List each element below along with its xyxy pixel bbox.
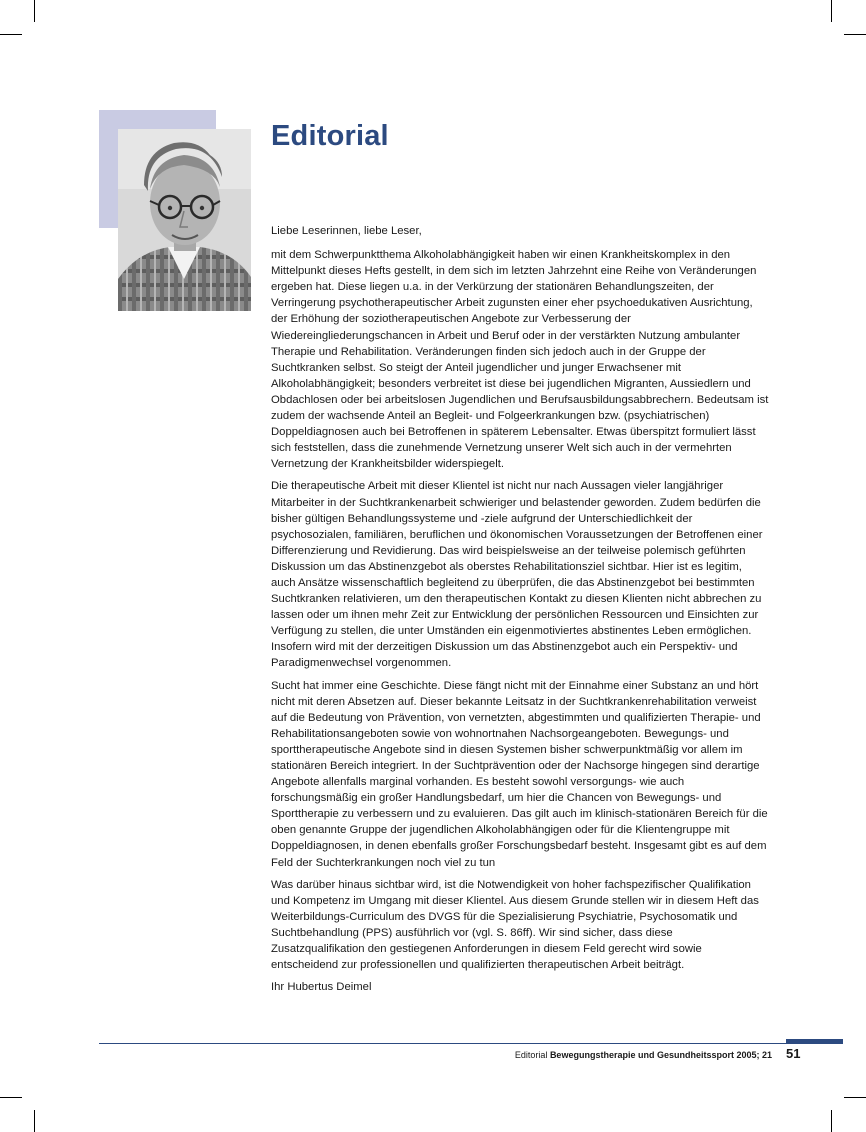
crop-mark bbox=[831, 0, 832, 22]
signature: Ihr Hubertus Deimel bbox=[271, 981, 372, 994]
crop-mark bbox=[831, 1110, 832, 1132]
crop-mark bbox=[0, 1097, 22, 1098]
body-paragraph: Die therapeutische Arbeit mit dieser Klientel ist nicht nur nach Aussagen vieler langjähriger Mitarbeiter in der Suchtkrankenarbeit schwieriger und belastender geworden. Zudem bedürfen die bisher gültigen Behandlungssysteme und -ziele aufgrund der Unterschiedlichkeit der psychosozialen, familiären, beruflichen und ökonomischen Voraussetzungen der Betroffenen einer Differenzierung und Revidierung. Das wird beispielsweise an der teilweise polemisch geführten Diskussion um das Abstinenzgebot als oberstes Rehabilitationsziel sichtbar. Hier ist es legitim, auch Ansätze wissenschaftlich begleitend zu überprüfen, die das Abstinenzgebot bei bestimmten Suchtkranken relativieren, um den therapeutischen Kontakt zu diesen Klienten nicht abbrechen zu lassen oder um ihnen mehr Zeit zur Entwicklung der persönlichen Ressourcen und Einsichten zur Verfügung zu stellen, die unter Umständen ein eigenmotiviertes abstinentes Leben ermöglichen. Insofern wird mit der derzeitigen Diskussion um das Abstinenzgebot auch ein Perspektiv- und Paradigmenwechsel vorgenommen. bbox=[271, 480, 763, 670]
crop-mark bbox=[844, 1097, 866, 1098]
footer-rule bbox=[99, 1043, 843, 1044]
crop-mark bbox=[34, 1110, 35, 1132]
crop-mark bbox=[844, 34, 866, 35]
editorial-body bbox=[271, 223, 769, 1001]
footer-tab bbox=[786, 1039, 843, 1044]
running-footer bbox=[515, 1050, 772, 1060]
footer-section: Editorial bbox=[514, 1050, 548, 1060]
author-portrait bbox=[118, 129, 251, 311]
portrait-illustration bbox=[118, 129, 251, 311]
body-paragraph: Was darüber hinaus sichtbar wird, ist die Notwendigkeit von hoher fachspezifischer Qualifikation und Kompetenz im Umgang mit dieser Klientel. Aus diesem Grunde stellen wir in diesem Heft das Weiterbildungs-Curriculum des DVGS für die Spezialisierung Psychiatrie, Psychosomatik und Suchtbehandlung (PPS) ausführlich vor (vgl. S. 86ff). Wir sind sicher, dass diese Zusatzqualifikation den gestiegenen Anforderungen in diesem Feld gerecht wird sowie entscheidend zur professionellen und qualifizierten therapeutischen Arbeit beiträgt. bbox=[271, 878, 759, 972]
crop-mark bbox=[0, 34, 22, 35]
body-paragraph: mit dem Schwerpunktthema Alkoholabhängigkeit haben wir einen Krankheitskomplex in den Mittelpunkt dieses Hefts gestellt, in dem sich im letzten Jahrzehnt eine Reihe von Veränderungen ergeben hat. Diese liegen u.a. in der Verkürzung der stationären Behandlungszeiten, der Verringerung psychotherapeutischer Arbeit zugunsten einer eher psychoedukativen Ausrichtung, der Erhöhung der soziotherapeutischen Angebote zur Verbesserung der Wiedereingliederungschancen in Arbeit und Beruf oder in der verstärkten Nutzung ambulanter Therapie und Rehabilitation. Veränderungen finden sich jedoch auch in der Gruppe der Suchtkranken selbst. So steigt der Anteil jugendlicher und junger Erwachsener mit Alkoholabhängigkeit; besonders verbreitet ist diese bei jugendlichen Migranten, Aussiedlern und Obdachlosen oder bei arbeitslosen Jugendlichen und Berufsausbildungsabbrechern. Bedeutsam ist zudem der wachsende Anteil an Begleit- und Folgeerkrankungen bzw. (psychiatrischen) Doppeldiagnosen auch bei Betroffenen in späterem Lebensalter. Etwas überspitzt formuliert lässt sich feststellen, dass die zunehmende Vernetzung unserer Welt sich auch in der vermehrten Vernetzung der Krankheitsbilder widerspiegelt. bbox=[271, 249, 769, 471]
footer-journal: Bewegungstherapie und Gesundheitssport 2005; 21 bbox=[549, 1050, 772, 1060]
crop-mark bbox=[34, 0, 35, 22]
body-paragraph: Sucht hat immer eine Geschichte. Diese fängt nicht mit der Einnahme einer Substanz an und hört nicht mit deren Absetzen auf. Dieser bekannte Leitsatz in der Suchtkrankenrehabilitation verweist auf die Bedeutung von Prävention, von vernetzten, abgestimmten und qualifizierten Therapie- und Rehabilitationsangeboten sowie von wohnortnahen Nachsorgeangeboten. Bewegungs- und sporttherapeutische Angebote sind in diesen Systemen bisher schwerpunktmäßig vor allem im stationären Bereich integriert. In der Suchtprävention oder der Nachsorge hingegen sind derartige Angebote allenfalls marginal vorhanden. Es besteht sowohl versorgungs- wie auch forschungsmäßig ein großer Handlungsbedarf, um hier die Chancen von Bewegungs- und Sporttherapie zu verbessern und zu evaluieren. Das gilt auch im klinisch-stationären Bereich für die oben genannte Gruppe der jugendlichen Alkoholabhängigen oder für die Klientengruppe mit Doppeldiagnosen, in denen ebenfalls großer Forschungsbedarf besteht. Insgesamt gibt es auf dem Feld der Suchterkrankungen noch viel zu tun bbox=[271, 679, 768, 869]
page-number: 51 bbox=[786, 1046, 801, 1061]
page-title: Editorial bbox=[271, 120, 389, 152]
greeting: Liebe Leserinnen, liebe Leser, bbox=[271, 225, 422, 237]
